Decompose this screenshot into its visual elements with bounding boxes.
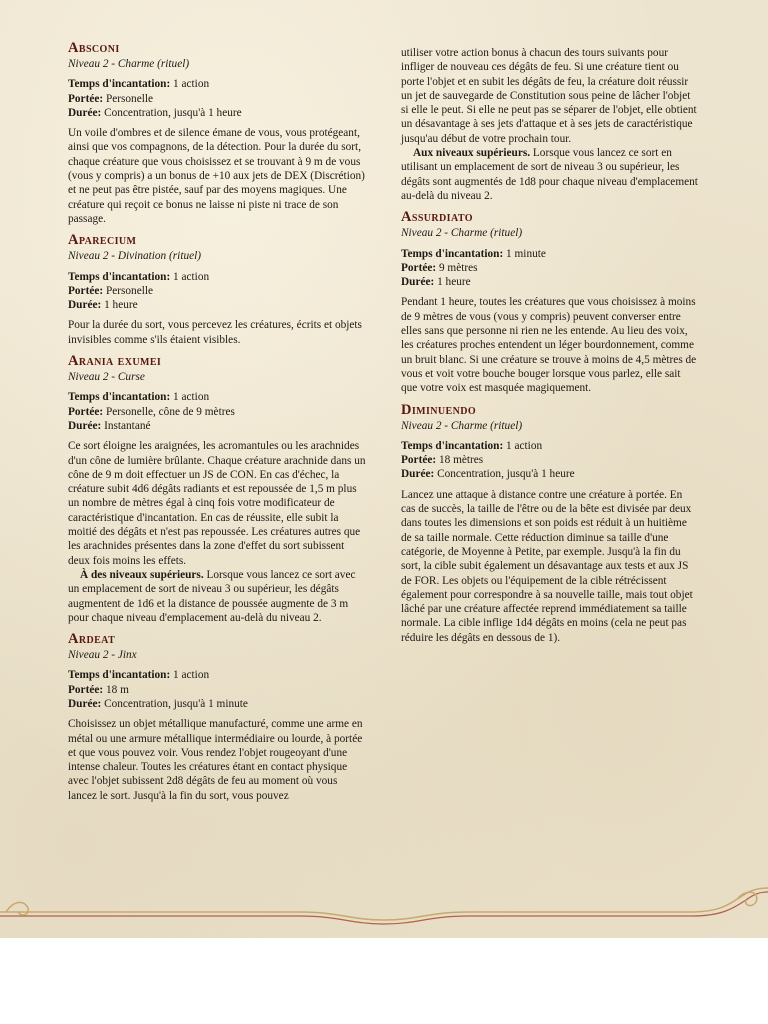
duration-label: Durée: [68, 419, 102, 432]
spell-block [68, 40, 366, 226]
spell-description: Ce sort éloigne les araignées, les acromantules ou les arachnides d'un cône de lumière brûlante. Chaque créature arachnide dans un cône de 9 m doit effectuer un JS de CON. En cas d'échec, la créature subit 4d6 dégâts radiants et est repoussée de 1,5 m plus un nombre de mètres égal à cinq fois votre modificateur de caractéristique d'incantation. En cas de réussite, elle subit la moitié des dégâts et n'est pas repoussée. Les créatures autres que les arachnides présentes dans la zone d'effet du sort subissent deux fois moins les effets. [68, 440, 366, 567]
casting-time-value: 1 action [173, 270, 210, 283]
casting-time [401, 439, 699, 453]
casting-time [68, 668, 366, 682]
range-label: Portée: [68, 284, 104, 297]
range [401, 261, 699, 275]
range [68, 284, 366, 298]
range-value: Personelle [105, 92, 154, 105]
higher-levels-text: Lorsque vous lancez ce sort avec un emplacement de sort de niveau 3 ou supérieur, les dégâts augmentent de 1d6 et la distance de poussée augmente de 3 m pour chaque niveau d'emplacement au-delà du niveau 2. [68, 568, 356, 624]
duration-label: Durée: [401, 468, 435, 481]
casting-time [68, 270, 366, 284]
casting-time-label: Temps d'incantation: [68, 391, 171, 404]
range [68, 92, 366, 106]
range-value: 18 m [105, 683, 129, 696]
spell-block [68, 353, 366, 625]
range-value: 9 mètres [438, 261, 478, 274]
spell-level: Niveau 2 - Charme (rituel) [68, 58, 190, 70]
casting-time-label: Temps d'incantation: [401, 439, 504, 452]
left-column [68, 40, 366, 807]
spell-stats [68, 270, 366, 313]
duration-value: Concentration, jusqu'à 1 heure [437, 468, 575, 481]
casting-time-label: Temps d'incantation: [401, 247, 504, 260]
range-label: Portée: [401, 261, 437, 274]
casting-time-value: 1 action [506, 439, 543, 452]
duration-value: 1 heure [437, 276, 471, 289]
duration-value: Instantané [104, 419, 151, 432]
casting-time [401, 247, 699, 261]
spell-stats [68, 77, 366, 120]
spell-level: Niveau 2 - Charme (rituel) [401, 419, 523, 432]
range-label: Portée: [401, 454, 437, 467]
spell-description: Un voile d'ombres et de silence émane de vous, vous protégeant, ainsi que vos compagnons, de la détection. Pour la durée du sort, chaque créature que vous choisissez et se trouvant à 9 m de vous (vous y compris) a un bonus de +10 aux jets de DEX (Discrétion) et ne peut pas être pistée, sauf par des moyens magiques. Une créature qui reçoit ce bonus ne laisse ni piste ni trace de son passage. [68, 127, 365, 225]
casting-time [68, 390, 366, 404]
casting-time-value: 1 action [173, 669, 210, 682]
duration [68, 298, 366, 312]
page-footer-ornament [0, 876, 768, 938]
range-label: Portée: [68, 683, 104, 696]
spell-description: Choisissez un objet métallique manufacturé, comme une arme en métal ou une armure métallique intermédiaire ou lourde, à portée et que vous pouvez voir. Vous rendez l'objet rougeoyant d'une intense chaleur. Toutes les créatures étant en contact physique avec l'objet subissent 2d8 dégâts de feu au moment où vous lancez le sort. Jusqu'à la fin du sort, vous pouvez [68, 718, 363, 802]
range [68, 405, 366, 419]
duration-label: Durée: [68, 106, 102, 119]
casting-time-label: Temps d'incantation: [68, 270, 171, 283]
higher-levels-label: Aux niveaux supérieurs. [413, 147, 531, 160]
casting-time-label: Temps d'incantation: [68, 78, 171, 91]
higher-levels [401, 146, 699, 203]
duration [401, 275, 699, 289]
spell-title: Diminuendo [401, 401, 477, 418]
spell-title: Aparecium [68, 232, 137, 249]
spell-description: Lancez une attaque à distance contre une créature à portée. En cas de succès, la taille de l'être ou de la bête est divisée par deux dans toutes les dimensions et son poids est réduit à un huitième de sa taille normale. Cette réduction diminue sa taille d'une catégorie, de Moyenne à Petite, par exemple. Jusqu'à la fin du sort, la cible subit également un désavantage aux tests et aux JS de FOR. Les objets ou l'équipement de la cible rétrécissent également pour correspondre à sa nouvelle taille, mais tout objet lâché par une créature affectée reprend immédiatement sa taille normale. La cible inflige 1d4 dégâts en moins (cela ne peut pas réduire les dégâts en dessous de 1). [401, 488, 693, 644]
casting-time-value: 1 action [173, 78, 210, 91]
continued-description: utiliser votre action bonus à chacun des tours suivants pour infliger de nouveau ces dégâts de feu. Si une créature tient ou porte l'objet et en subit les dégâts de feu, la créature doit réussir un jet de sauvegarde de Constitution sous peine de lâcher l'objet si elle le peut. Si elle ne peut pas se séparer de l'objet, elle obtient un désavantage à ses jets d'attaque et à ses jets de caractéristique jusqu'au début de votre prochain tour. [401, 47, 697, 145]
spell-block [68, 631, 366, 803]
range [401, 453, 699, 467]
footer-red-line [0, 892, 768, 924]
range-value: Personelle [105, 284, 154, 297]
casting-time [68, 77, 366, 91]
spell-level: Niveau 2 - Charme (rituel) [401, 227, 523, 240]
range-label: Portée: [68, 92, 104, 105]
higher-levels-text: Lorsque vous lancez ce sort en utilisant un emplacement de sort de niveau 3 ou supérieur, les dégâts sont augmentés de 1d8 pour chaque niveau d'emplacement au-delà du niveau 2. [401, 147, 698, 202]
spell-title: Assurdiato [401, 209, 473, 226]
right-column [401, 46, 699, 649]
spell-block [401, 209, 699, 395]
higher-levels-label: À des niveaux supérieurs. [80, 568, 204, 581]
spell-title: Ardeat [68, 631, 116, 648]
spell-description: Pendant 1 heure, toutes les créatures que vous choisissez à moins de 9 mètres de vous (vous y compris) peuvent converser entre elles sans que personne ni rien ne les entende. Au lieu des voix, les créatures proches entendent un léger bourdonnement, comme un bruit blanc. Si une créature se trouve à moins de 4,5 mètres de vous et voit votre bouche bouger lorsque vous parlez, elle sait que votre voix est masquée magiquement. [401, 296, 697, 395]
duration-value: Concentration, jusqu'à 1 heure [104, 106, 242, 119]
casting-time-value: 1 action [173, 391, 210, 404]
footer-gold-line [0, 888, 768, 920]
spell-block [401, 402, 699, 645]
spell-stats [68, 668, 366, 711]
spell-level: Niveau 2 - Jinx [68, 649, 137, 662]
range-value: 18 mètres [438, 454, 484, 467]
duration [68, 697, 366, 711]
spell-block [68, 232, 366, 347]
duration [401, 467, 699, 481]
casting-time-label: Temps d'incantation: [68, 669, 171, 682]
spell-continuation [401, 46, 699, 203]
spell-stats [68, 390, 366, 433]
duration-label: Durée: [401, 276, 435, 289]
duration-label: Durée: [68, 299, 102, 312]
range-value: Personelle, cône de 9 mètres [105, 405, 235, 418]
spell-level: Niveau 2 - Curse [68, 371, 145, 384]
spell-level: Niveau 2 - Divination (rituel) [68, 250, 202, 263]
spell-title: Arania exumei [68, 353, 162, 370]
spell-stats [401, 247, 699, 290]
duration [68, 419, 366, 433]
duration-value: 1 heure [104, 299, 138, 312]
range [68, 683, 366, 697]
duration-value: Concentration, jusqu'à 1 minute [104, 697, 248, 710]
duration [68, 106, 366, 120]
range-label: Portée: [68, 405, 104, 418]
spell-title: Absconi [68, 40, 120, 56]
duration-label: Durée: [68, 697, 102, 710]
higher-levels [68, 568, 366, 625]
spell-description: Pour la durée du sort, vous percevez les créatures, écrits et objets invisibles comme s'ils étaient visibles. [68, 319, 362, 346]
spell-stats [401, 439, 699, 482]
casting-time-value: 1 minute [506, 247, 546, 260]
footer-left-flourish [6, 902, 28, 915]
